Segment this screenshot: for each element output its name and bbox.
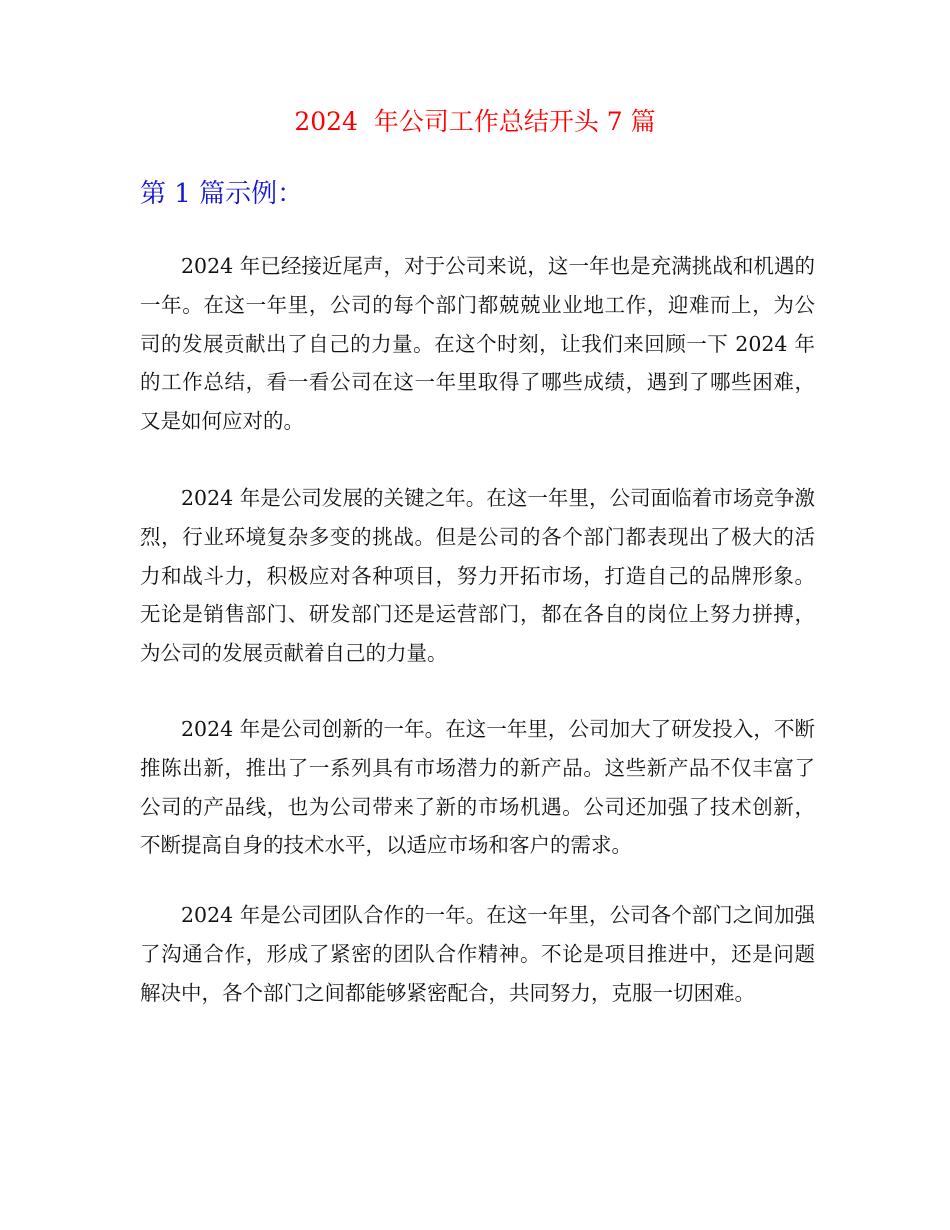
paragraph-1: 2024 年已经接近尾声，对于公司来说，这一年也是充满挑战和机遇的一年。在这一年里，公司的每个部门都兢兢业业地工作，迎难而上，为公司的发展贡献出了自己的力量。在这个时刻，让我们来回顾一下 2024 年的工作总结，看一看公司在这一年里取得了哪些成绩，遇到了哪些困难，又是如何应对的。 — [140, 254, 815, 434]
paragraph-2: 2024 年是公司发展的关键之年。在这一年里，公司面临着市场竞争激烈，行业环境复杂多变的挑战。但是公司的各个部门都表现出了极大的活力和战斗力，积极应对各种项目，努力开拓市场，打造自己的品牌形象。无论是销售部门、研发部门还是运营部门，都在各自的岗位上努力拼搏，为公司的发展贡献着自己的力量。 — [140, 486, 815, 666]
document-title: 2024 年公司工作总结开头 7 篇 — [294, 107, 656, 136]
section-heading: 第 1 篇示例： — [140, 179, 304, 209]
paragraph-3: 2024 年是公司创新的一年。在这一年里，公司加大了研发投入，不断推陈出新，推出了一系列具有市场潜力的新产品。这些新产品不仅丰富了公司的产品线，也为公司带来了新的市场机遇。公司还加强了技术创新，不断提高自身的技术水平，以适应市场和客户的需求。 — [140, 717, 815, 858]
paragraph-4: 2024 年是公司团队合作的一年。在这一年里，公司各个部门之间加强了沟通合作，形成了紧密的团队合作精神。不论是项目推进中，还是问题解决中，各个部门之间都能够紧密配合，共同努力，克服一切困难。 — [140, 903, 815, 1005]
